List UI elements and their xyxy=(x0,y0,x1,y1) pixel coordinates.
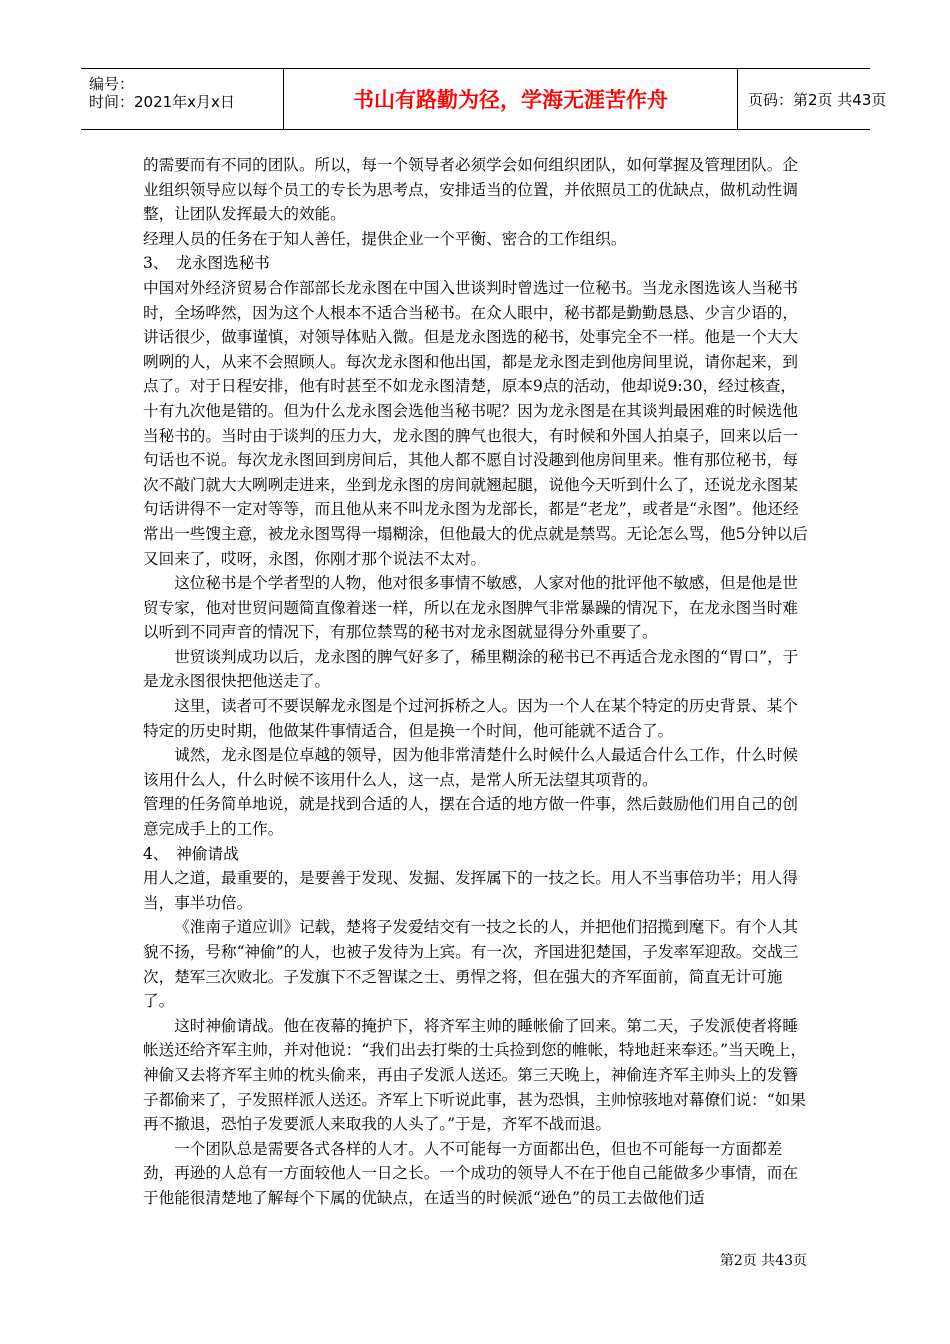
paragraph: 这位秘书是个学者型的人物，他对很多事情不敏感，人家对他的批评他不敏感，但是他是世贸专家，他对世贸问题简直像着迷一样，所以在龙永图脾气非常暴躁的情况下，在龙永图当时难以听到不同声音的情况下，有那位禁骂的秘书对龙永图就显得分外重要了。 xyxy=(143,574,798,642)
header-motto-cell xyxy=(284,69,738,129)
header-motto: 书山有路勤为径，学海无涯苦作舟 xyxy=(353,88,668,112)
header-meta xyxy=(81,69,284,129)
paragraph: 的需要而有不同的团队。所以，每一个领导者必须学会如何组织团队，如何掌握及管理团队。企业组织领导应以每个员工的专长为思考点，安排适当的位置，并依照员工的优缺点，做机动性调整，让团队发挥最大的效能。 xyxy=(143,156,798,224)
paragraph: 一个团队总是需要各式各样的人才。人不可能每一方面都出色，但也不可能每一方面都差劲，再逊的人总有一方面较他人一日之长。一个成功的领导人不在于他自己能做多少事情，而在于他能很清楚地了解每个下属的优缺点，在适当的时候派“逊色”的员工去做他们适 xyxy=(143,1139,798,1207)
section-heading: 4、 神偷请战 xyxy=(143,844,239,863)
paragraph: 《淮南子道应训》记载，楚将子发爱结交有一技之长的人，并把他们招揽到麾下。有个人其貌不扬，号称“神偷”的人，也被子发待为上宾。有一次，齐国进犯楚国，子发率军迎敌。交战三次，楚军三次败北。子发旗下不乏智谋之士、勇悍之将，但在强大的齐军面前，简直无计可施了。 xyxy=(143,918,799,1011)
paragraph: 世贸谈判成功以后，龙永图的脾气好多了，稀里糊涂的秘书已不再适合龙永图的“胃口”，于是龙永图很快把他送走了。 xyxy=(143,647,799,691)
document-number-label: 编号： xyxy=(89,75,135,93)
paragraph: 用人之道，最重要的，是要善于发现、发掘、发挥属下的一技之长。用人不当事倍功半；用人得当，事半功倍。 xyxy=(143,869,798,912)
paragraph: 管理的任务简单地说，就是找到合适的人，摆在合适的地方做一件事，然后鼓励他们用自己的创意完成手上的工作。 xyxy=(143,795,798,839)
header-page-cell xyxy=(738,69,887,129)
header-page-info: 页码：第2页 共43页 xyxy=(748,90,887,109)
paragraph: 诚然，龙永图是位卓越的领导，因为他非常清楚什么时候什么人最适合什么工作，什么时候该用什么人，什么时候不该用什么人，这一点，是常人所无法望其项背的。 xyxy=(143,746,798,789)
page-footer: 第2页 共43页 xyxy=(719,1253,807,1269)
page-header xyxy=(81,68,887,130)
section-heading: 3、 龙永图选秘书 xyxy=(143,254,270,273)
document-body xyxy=(143,153,811,1211)
paragraph: 这里，读者可不要误解龙永图是个过河拆桥之人。因为一个人在某个特定的历史背景、某个特定的历史时期，他做某件事情适合，但是换一个时间，他可能就不适合了。 xyxy=(143,697,798,740)
document-time-label: 时间：2021年x月x日 xyxy=(89,93,235,111)
paragraph: 中国对外经济贸易合作部部长龙永图在中国入世谈判时曾选过一位秘书。当龙永图选该人当秘书时，全场哗然，因为这个人根本不适合当秘书。在众人眼中，秘书都是勤勤恳恳、少言少语的，讲话很少，做事谨慎，对领导体贴入微。但是龙永图选的秘书，处事完全不一样。他是一个大大咧咧的人，从来不会照顾人。每次龙永图和他出国，都是龙永图走到他房间里说，请你起来，到点了。对于日程安排，他有时甚至不如龙永图清楚，原本9点的活动，他却说9:30，经过核查，十有九次他是错的。但为什么龙永图会选他当秘书呢？因为龙永图是在其谈判最困难的时候选他当秘书的。当时由于谈判的压力大，龙永图的脾气也很大，有时候和外国人拍桌子，回来以后一句话也不说。每次龙永图回到房间后，其他人都不愿自讨没趣到他房间里来。惟有那位秘书，每次不敲门就大大咧咧走进来，坐到龙永图的房间就翘起腿，说他今天听到什么了，还说龙永图某句话讲得不一定对等等，而且他从来不叫龙永图为龙部长，都是“老龙”，或者是“永图”。他还经常出一些馊主意，被龙永图骂得一塌糊涂，但他最大的优点就是禁骂。无论怎么骂，他5分钟以后又回来了，哎呀，永图，你刚才那个说法不太对。 xyxy=(143,278,808,568)
paragraph: 经理人员的任务在于知人善任，提供企业一个平衡、密合的工作组织。 xyxy=(143,229,627,248)
paragraph: 这时神偷请战。他在夜幕的掩护下，将齐军主帅的睡帐偷了回来。第二天，子发派使者将睡帐送还给齐军主帅，并对他说：“我们出去打柴的士兵捡到您的帷帐，特地赶来奉还。”当天晚上，神偷又去将齐军主帅的枕头偷来，再由子发派人送还。第三天晚上，神偷连齐军主帅头上的发簪子都偷来了，子发照样派人送还。齐军上下听说此事，甚为恐惧，主帅惊骇地对幕僚们说：“如果再不撤退，恐怕子发要派人来取我的人头了。”于是，齐军不战而退。 xyxy=(143,1016,807,1134)
